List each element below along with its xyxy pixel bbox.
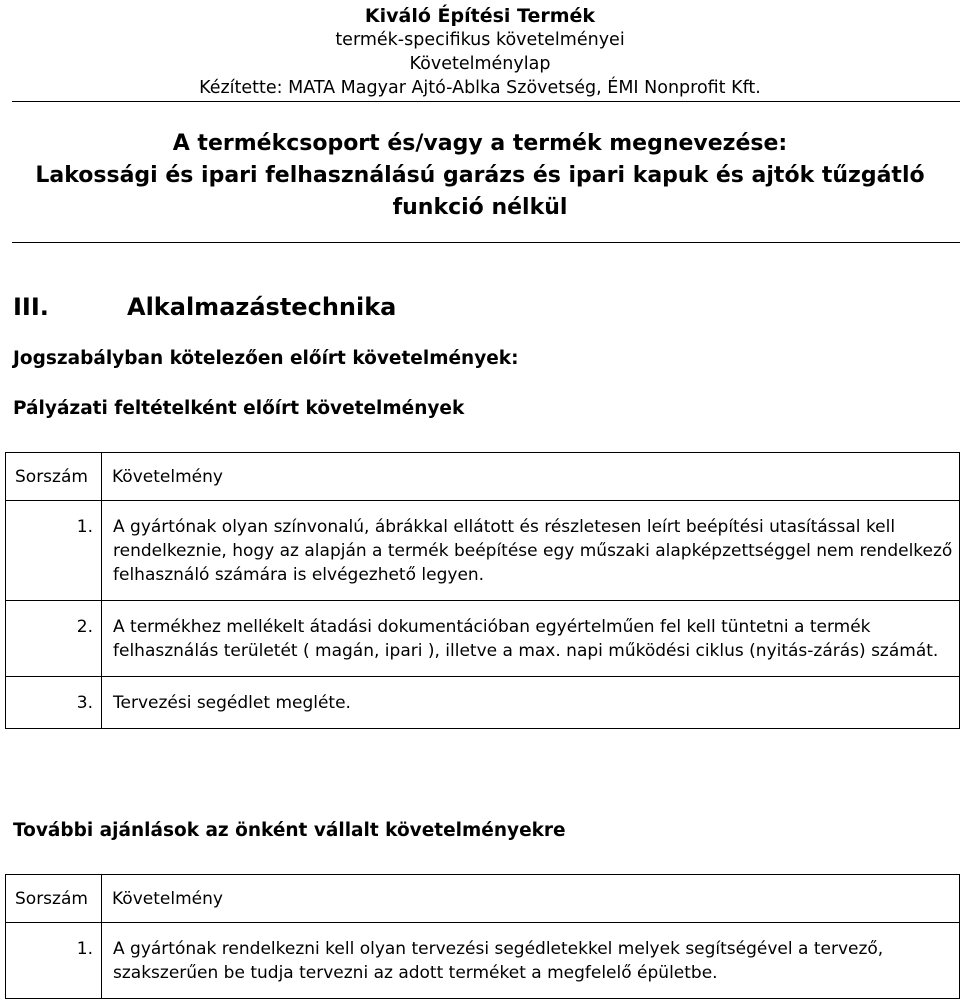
- voluntary-requirements-table: [5, 874, 960, 999]
- section-number: III.: [13, 293, 49, 321]
- table-row: [6, 601, 960, 677]
- product-name-line2: funkció nélkül: [392, 195, 568, 220]
- document-author: Kézítette: MATA Magyar Ajtó-Ablka Szövetség, ÉMI Nonprofit Kft.: [199, 78, 761, 98]
- table-row: [6, 923, 960, 999]
- row-number: 1.: [6, 501, 102, 601]
- tender-requirements-heading: Pályázati feltételként előírt követelmények: [13, 398, 465, 419]
- table-row: [6, 677, 960, 729]
- table-row: [6, 501, 960, 601]
- row-number: 3.: [6, 677, 102, 729]
- row-number: 2.: [6, 601, 102, 677]
- product-name-line1: Lakossági és ipari felhasználású garázs és ipari kapuk és ajtók tűzgátló: [35, 163, 925, 188]
- column-header-number: Sorszám: [6, 453, 102, 501]
- column-header-number: Sorszám: [6, 875, 102, 923]
- row-requirement-text: A gyártónak rendelkezni kell olyan tervezési segédletekkel melyek segítségével a tervező, szakszerűen be tudja tervezni az adott terméket a megfelelő épületbe.: [102, 923, 960, 999]
- row-requirement-text: Tervezési segédlet megléte.: [102, 677, 960, 729]
- legal-requirements-heading: Jogszabályban kötelezően előírt követelmények:: [13, 348, 519, 369]
- section-title: Alkalmazástechnika: [127, 293, 397, 321]
- table-header-row: [6, 875, 960, 923]
- title-divider: [12, 242, 960, 243]
- header-divider: [12, 101, 960, 102]
- product-heading: A termékcsoport és/vagy a termék megnevezése:: [172, 131, 788, 156]
- table-header-row: [6, 453, 960, 501]
- row-requirement-text: A termékhez mellékelt átadási dokumentációban egyértelműen fel kell tüntetni a termék felhasználás területét ( magán, ipari ), illetve a max. napi működési ciklus (nyitás-zárás) számát.: [102, 601, 960, 677]
- column-header-requirement: Követelmény: [102, 875, 960, 923]
- row-requirement-text: A gyártónak olyan színvonalú, ábrákkal ellátott és részletesen leírt beépítési utasítással kell rendelkeznie, hogy az alapján a termék beépítése egy műszaki alapképzettséggel nem rendelkező felhasználó számára is elvégezhető legyen.: [102, 501, 960, 601]
- tender-requirements-table: [5, 452, 960, 729]
- document-subtitle: termék-specifikus követelményei: [335, 30, 625, 50]
- row-number: 1.: [6, 923, 102, 999]
- voluntary-requirements-heading: További ajánlások az önként vállalt követelményekre: [13, 820, 566, 841]
- column-header-requirement: Követelmény: [102, 453, 960, 501]
- document-type: Követelménylap: [409, 54, 551, 74]
- document-title: Kiváló Építési Termék: [364, 5, 596, 27]
